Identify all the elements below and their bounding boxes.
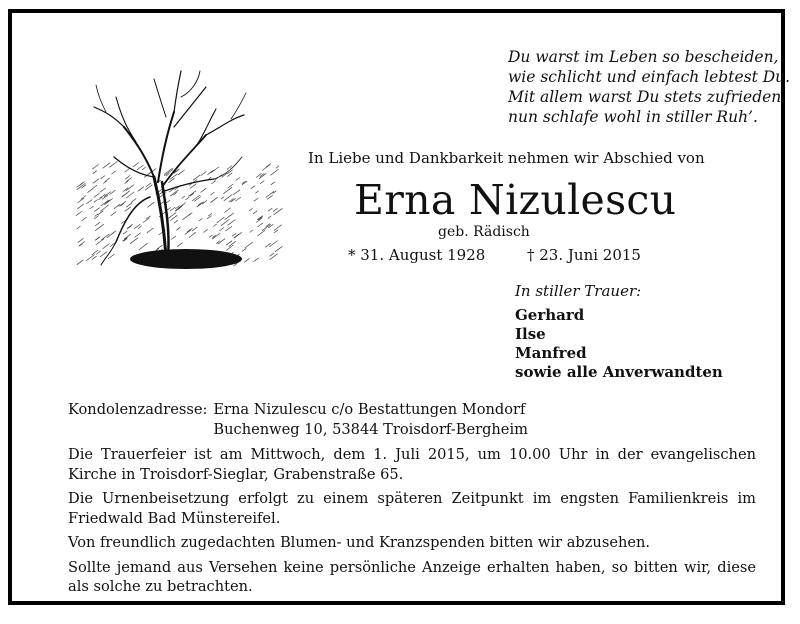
poem-line: Mit allem warst Du stets zufrieden, xyxy=(508,88,787,106)
condolence-label: Kondolenzadresse: xyxy=(68,401,208,418)
farewell-intro: In Liebe und Dankbarkeit nehmen wir Abschied von xyxy=(308,149,705,167)
deceased-name: Erna Nizulescu xyxy=(354,176,677,224)
address-line: Erna Nizulescu c/o Bestattungen Mondorf xyxy=(213,401,526,418)
obituary-notice xyxy=(8,9,791,605)
poem-line: Du warst im Leben so bescheiden, xyxy=(508,48,779,66)
poem-line: nun schlafe wohl in stiller Ruh’. xyxy=(508,108,758,126)
mourner-name: Ilse xyxy=(515,325,546,343)
mourner-name: Manfred xyxy=(515,344,587,362)
flowers-paragraph: Von freundlich zugedachten Blumen- und Kranzspenden bitten wir abzusehen. xyxy=(68,534,651,551)
mourner-name: sowie alle Anverwandten xyxy=(515,363,723,381)
poem xyxy=(508,47,798,127)
condolence-address-lines xyxy=(213,400,528,439)
poem-line: wie schlicht und einfach lebtest Du. xyxy=(508,68,791,86)
mourner-name: Gerhard xyxy=(515,306,585,324)
notice-paragraph: Sollte jemand aus Versehen keine persönliche Anzeige erhalten haben, so bitten wir, diese als solche zu betrachten. xyxy=(68,558,756,595)
address-line: Buchenweg 10, 53844 Troisdorf-Bergheim xyxy=(213,420,528,438)
tree-illustration-icon xyxy=(66,57,284,289)
urn-burial-paragraph: Die Urnenbeisetzung erfolgt zu einem späteren Zeitpunkt im engsten Familienkreis im Friedwald Bad Münstereifel. xyxy=(68,490,756,527)
mourners-list xyxy=(515,306,723,382)
birth-date: * 31. August 1928 xyxy=(348,246,486,264)
death-date: † 23. Juni 2015 xyxy=(527,246,641,264)
notice-body xyxy=(68,400,756,602)
mourning-heading: In stiller Trauer: xyxy=(515,282,642,300)
condolence-address xyxy=(68,400,756,439)
maiden-name: geb. Rädisch xyxy=(438,224,530,240)
funeral-service-paragraph: Die Trauerfeier ist am Mittwoch, dem 1. Juli 2015, um 10.00 Uhr in der evangelischen Kirche in Troisdorf-Sieglar, Grabenstraße 65. xyxy=(68,446,756,483)
